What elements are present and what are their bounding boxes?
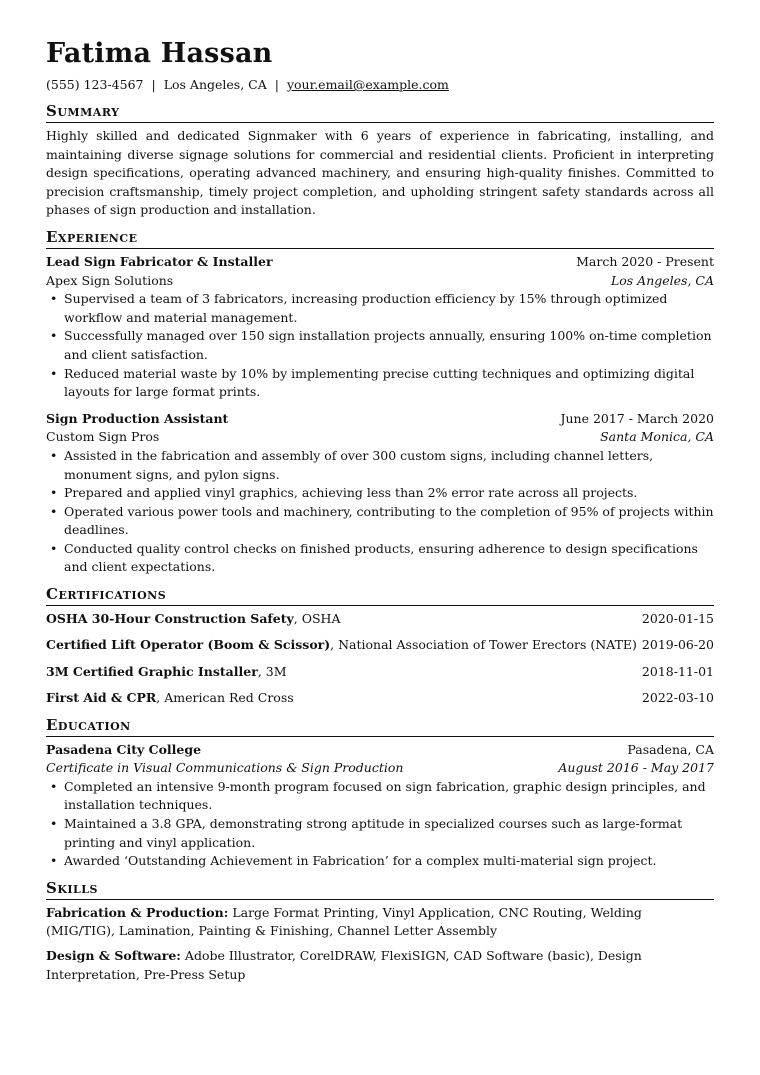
list-item [46, 484, 714, 503]
bullet-icon: • [50, 365, 58, 381]
bullet-text: Conducted quality control checks on finished products, ensuring adherence to design specifications and client expectations. [64, 540, 698, 575]
certification-item [46, 610, 714, 628]
bullet-text: Supervised a team of 3 fabricators, increasing production efficiency by 15% through optimized workflow and material management. [64, 291, 668, 325]
job-entry [46, 253, 714, 402]
certification-name: First Aid & CPR [46, 690, 157, 706]
bullet-text: Successfully managed over 150 sign installation projects annually, ensuring 100% on-time completion and client satisfaction. [64, 328, 712, 362]
job-dates: March 2020 - Present [576, 253, 714, 269]
certification-item [46, 663, 714, 681]
certification-issuer: , 3M [257, 663, 287, 679]
skill-label: Fabrication & Production: [46, 904, 229, 920]
bullet-icon: • [50, 328, 58, 344]
bullet-text: Assisted in the fabrication and assembly of over 300 custom signs, including channel letters, monument signs, and pylon signs. [64, 447, 654, 482]
job-title: Lead Sign Fabricator & Installer [46, 253, 273, 269]
certification-issuer: , OSHA [293, 611, 341, 627]
school-name: Pasadena City College [46, 741, 202, 757]
contact-separator: | [274, 77, 279, 92]
certification-date: 2022-03-10 [641, 690, 714, 706]
bullet-text: Operated various power tools and machinery, contributing to the completion of 95% of projects within deadlines. [64, 503, 714, 538]
skill-label: Design & Software: [46, 947, 181, 963]
list-item [46, 778, 714, 815]
education-bullets [46, 778, 714, 871]
bullet-icon: • [50, 485, 58, 501]
job-location: Santa Monica, CA [600, 429, 714, 445]
bullet-icon: • [50, 447, 58, 463]
bullet-icon: • [50, 503, 58, 519]
skill-list: Adobe Illustrator, CorelDRAW, FlexiSIGN, CAD Software (basic), Design Interpretation, Pre-Press Setup [46, 947, 642, 982]
certifications-list [46, 610, 714, 707]
certification-item [46, 689, 714, 707]
bullet-icon: • [50, 778, 58, 794]
certification-date: 2019-06-20 [641, 637, 714, 653]
education-entry [46, 741, 714, 871]
certification-issuer: , National Association of Tower Erectors (NATE) [330, 637, 637, 653]
bullet-icon: • [50, 853, 58, 869]
section-title-education: Education [46, 716, 714, 737]
certification-date: 2018-11-01 [641, 663, 714, 679]
list-item [46, 815, 714, 852]
education-dates: August 2016 - May 2017 [558, 760, 714, 776]
job-location: Los Angeles, CA [610, 272, 714, 288]
certification-name: OSHA 30-Hour Construction Safety [46, 611, 294, 627]
list-item [46, 365, 714, 402]
section-title-summary: Summary [46, 102, 714, 123]
bullet-text: Prepared and applied vinyl graphics, achieving less than 2% error rate across all projects. [64, 485, 638, 501]
list-item [46, 327, 714, 364]
certification-issuer: , American Red Cross [156, 690, 294, 706]
section-title-certifications: Certifications [46, 585, 714, 606]
certification-item [46, 636, 714, 654]
school-location: Pasadena, CA [627, 741, 714, 757]
job-entry [46, 410, 714, 577]
bullet-text: Maintained a 3.8 GPA, demonstrating strong aptitude in specialized courses such as large-format printing and vinyl application. [64, 816, 683, 850]
candidate-name: Fatima Hassan [46, 38, 273, 69]
job-dates: June 2017 - March 2020 [560, 410, 714, 426]
skill-group [46, 947, 714, 984]
contact-line [46, 76, 714, 94]
bullet-text: Reduced material waste by 10% by implementing precise cutting techniques and optimizing digital layouts for large format prints. [64, 365, 695, 400]
job-bullets [46, 447, 714, 577]
job-bullets [46, 290, 714, 402]
certification-date: 2020-01-15 [641, 611, 714, 627]
program-name: Certificate in Visual Communications & Sign Production [46, 760, 404, 776]
certification-name: 3M Certified Graphic Installer [46, 663, 258, 679]
summary-text: Highly skilled and dedicated Signmaker with 6 years of experience in fabricating, installing, and maintaining diverse signage solutions for commercial and residential clients. Proficient in interpreting design specifications, operating advanced machinery, and ensuring high-quality finishes. Committed to precision craftsmanship, timely project completion, and upholding stringent safety standards across all phases of sign production and installation. [46, 128, 714, 218]
list-item [46, 540, 714, 577]
phone-number: (555) 123-4567 [46, 77, 144, 92]
company-name: Apex Sign Solutions [46, 272, 174, 288]
bullet-icon: • [50, 540, 58, 556]
bullet-text: Awarded ‘Outstanding Achievement in Fabrication’ for a complex multi-material sign project. [64, 853, 657, 869]
bullet-icon: • [50, 291, 58, 307]
bullet-text: Completed an intensive 9-month program focused on sign fabrication, graphic design principles, and installation techniques. [64, 778, 706, 813]
skill-list: Large Format Printing, Vinyl Application, CNC Routing, Welding (MIG/TIG), Lamination, Painting & Finishing, Channel Letter Assembly [46, 904, 642, 939]
contact-separator: | [151, 77, 156, 92]
section-title-experience: Experience [46, 228, 714, 249]
skill-group [46, 904, 714, 941]
email-link[interactable]: your.email@example.com [286, 77, 449, 92]
company-name: Custom Sign Pros [46, 429, 160, 445]
certification-name: Certified Lift Operator (Boom & Scissor) [46, 637, 331, 653]
list-item [46, 852, 714, 871]
section-title-skills: Skills [46, 879, 714, 900]
list-item [46, 447, 714, 484]
list-item [46, 503, 714, 540]
job-title: Sign Production Assistant [46, 410, 229, 426]
bullet-icon: • [50, 816, 58, 831]
list-item [46, 290, 714, 327]
location-text: Los Angeles, CA [163, 77, 267, 92]
